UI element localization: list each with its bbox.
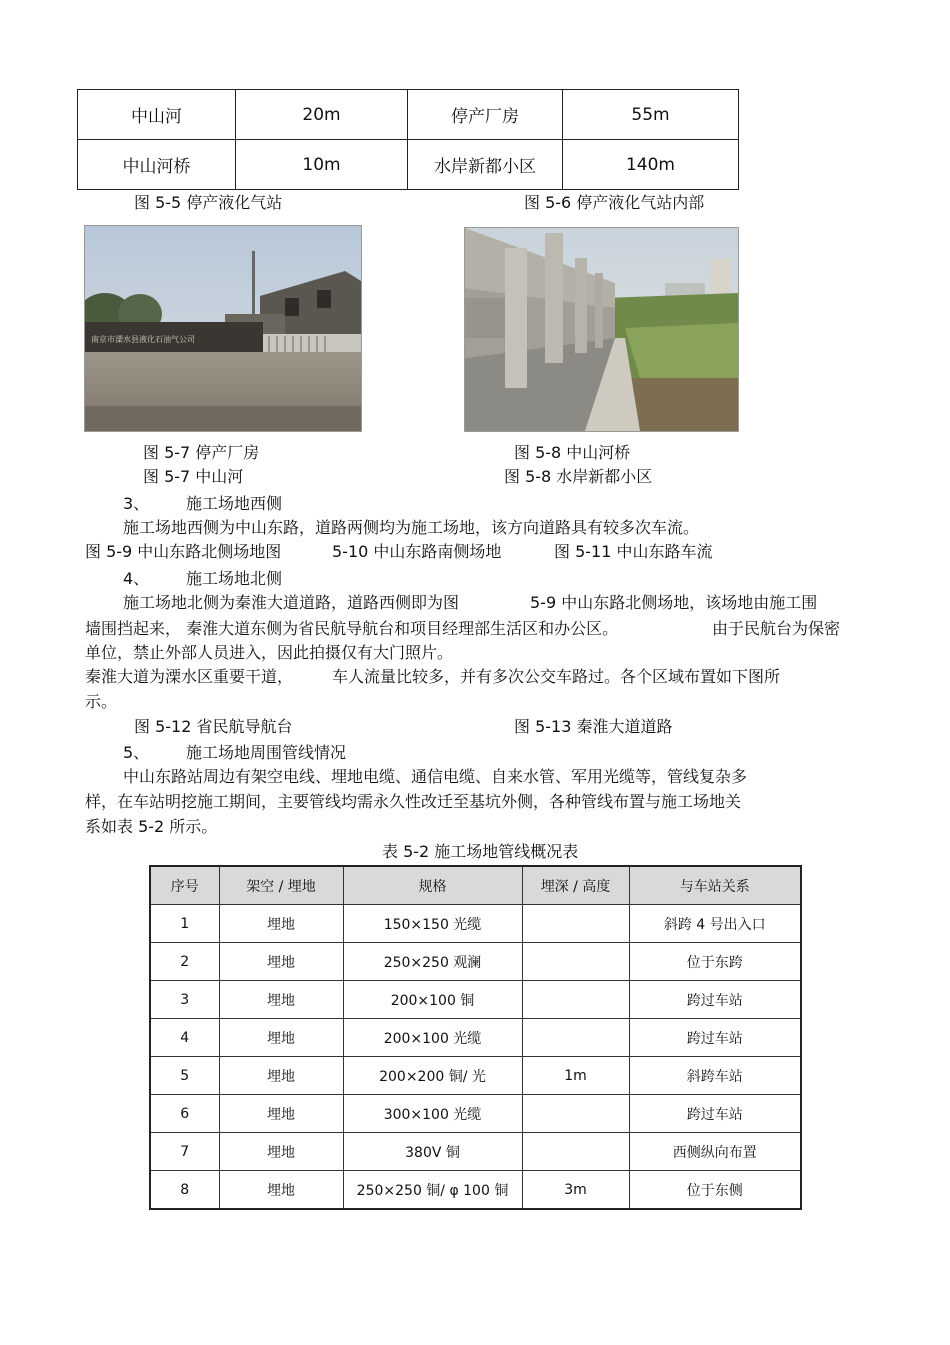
- table-cell: [522, 1133, 629, 1171]
- table-cell: 中山河: [78, 90, 236, 140]
- table-cell: 10m: [236, 140, 408, 190]
- paragraph-line: 车人流量比较多，并有多次公交车路过。各个区域布置如下图所: [332, 667, 781, 686]
- table-cell: 1: [150, 905, 219, 943]
- table-cell: 55m: [563, 90, 739, 140]
- column-header: 架空 / 埋地: [219, 866, 343, 905]
- table-cell: 4: [150, 1019, 219, 1057]
- table-cell: 跨过车站: [629, 1095, 801, 1133]
- table-cell: 西侧纵向布置: [629, 1133, 801, 1171]
- table-cell: 300×100 光缆: [343, 1095, 522, 1133]
- table-cell: 停产厂房: [408, 90, 563, 140]
- table-cell: 埋地: [219, 1133, 343, 1171]
- section-number: 3、: [123, 494, 150, 513]
- figure-caption: 图 5-9 中山东路北侧场地图: [85, 542, 282, 561]
- table-cell: 埋地: [219, 981, 343, 1019]
- figure-caption: 5-10 中山东路南侧场地: [332, 542, 502, 561]
- column-header: 埋深 / 高度: [522, 866, 629, 905]
- column-header: 规格: [343, 866, 522, 905]
- table-row: [150, 1057, 801, 1095]
- section-number: 4、: [123, 569, 150, 588]
- table-row: [150, 943, 801, 981]
- figure-caption: 图 5-5 停产液化气站: [134, 193, 283, 212]
- paragraph-line: 秦淮大道为溧水区重要干道，: [85, 667, 294, 686]
- table-row: [78, 140, 739, 190]
- table-cell: 埋地: [219, 1095, 343, 1133]
- table-cell: 200×200 铜/ 光: [343, 1057, 522, 1095]
- table-cell: 200×100 铜: [343, 981, 522, 1019]
- table-cell: 埋地: [219, 943, 343, 981]
- paragraph-line: 由于民航台为保密: [712, 619, 841, 638]
- table-cell: 3: [150, 981, 219, 1019]
- gas-station-photo: [84, 225, 362, 432]
- table-row: [150, 1095, 801, 1133]
- table-cell: 跨过车站: [629, 981, 801, 1019]
- table-cell: 斜跨 4 号出入口: [629, 905, 801, 943]
- table-cell: [522, 1095, 629, 1133]
- table-row: [150, 1019, 801, 1057]
- table-cell: 140m: [563, 140, 739, 190]
- figure-caption: 图 5-7 中山河: [143, 467, 244, 486]
- table-cell: 150×150 光缆: [343, 905, 522, 943]
- table-cell: 250×250 铜/ φ 100 铜: [343, 1171, 522, 1210]
- figure-caption: 图 5-11 中山东路车流: [554, 542, 713, 561]
- table-cell: 6: [150, 1095, 219, 1133]
- table-cell: 7: [150, 1133, 219, 1171]
- table-cell: 位于东侧: [629, 1171, 801, 1210]
- table-cell: 中山河桥: [78, 140, 236, 190]
- table-cell: 5: [150, 1057, 219, 1095]
- paragraph-line: 示。: [85, 692, 118, 711]
- paragraph-line: 系如表 5-2 所示。: [85, 817, 218, 836]
- table-row: [150, 1133, 801, 1171]
- table-row: [150, 1171, 801, 1210]
- table-cell: 跨过车站: [629, 1019, 801, 1057]
- table-cell: 埋地: [219, 1019, 343, 1057]
- table-header-row: [150, 866, 801, 905]
- paragraph-line: 中山东路站周边有架空电线、埋地电缆、通信电缆、自来水管、军用光缆等，管线复杂多: [123, 767, 748, 786]
- figure-caption: 图 5-7 停产厂房: [143, 443, 260, 462]
- table-cell: 20m: [236, 90, 408, 140]
- table-row: [78, 90, 739, 140]
- table-cell: 3m: [522, 1171, 629, 1210]
- table-cell: [522, 1019, 629, 1057]
- table-cell: 位于东跨: [629, 943, 801, 981]
- pipeline-table: [149, 865, 802, 1210]
- table-cell: 2: [150, 943, 219, 981]
- figure-caption: 图 5-8 水岸新都小区: [504, 467, 653, 486]
- gas-station-interior-photo: [464, 227, 739, 432]
- section-number: 5、: [123, 743, 150, 762]
- sign-text: 南京市溧水县液化石油气公司: [91, 335, 195, 344]
- figure-caption: 图 5-13 秦淮大道道路: [514, 717, 673, 736]
- table-cell: 斜跨车站: [629, 1057, 801, 1095]
- column-header: 与车站关系: [629, 866, 801, 905]
- paragraph-line: 样，在车站明挖施工期间，主要管线均需永久性改迁至基坑外侧，各种管线布置与施工场地关: [85, 792, 742, 811]
- table-row: [150, 981, 801, 1019]
- section-title: 施工场地北侧: [186, 569, 283, 588]
- table-cell: 埋地: [219, 905, 343, 943]
- table-cell: [522, 981, 629, 1019]
- table-caption: 表 5-2 施工场地管线概况表: [382, 842, 579, 861]
- paragraph-line: 单位，禁止外部人员进入，因此拍摄仅有大门照片。: [85, 643, 454, 662]
- figure-caption: 图 5-8 中山河桥: [514, 443, 631, 462]
- paragraph-line: 5-9 中山东路北侧场地，该场地由施工围: [530, 593, 818, 612]
- table-cell: 250×250 观澜: [343, 943, 522, 981]
- paragraph-line: 施工场地北侧为秦淮大道道路，道路西侧即为图: [123, 593, 460, 612]
- column-header: 序号: [150, 866, 219, 905]
- table-cell: 水岸新都小区: [408, 140, 563, 190]
- paragraph-line: 墙围挡起来， 秦淮大道东侧为省民航导航台和项目经理部生活区和办公区。: [85, 619, 619, 638]
- table-cell: [522, 943, 629, 981]
- figure-caption: 图 5-12 省民航导航台: [134, 717, 293, 736]
- figure-caption: 图 5-6 停产液化气站内部: [524, 193, 705, 212]
- table-cell: 8: [150, 1171, 219, 1210]
- paragraph: 施工场地西侧为中山东路，道路两侧均为施工场地，该方向道路具有较多次车流。: [123, 518, 700, 537]
- table-cell: 200×100 光缆: [343, 1019, 522, 1057]
- table-cell: 380V 铜: [343, 1133, 522, 1171]
- table-row: [150, 905, 801, 943]
- section-title: 施工场地周围管线情况: [186, 743, 347, 762]
- table-cell: 埋地: [219, 1057, 343, 1095]
- distance-table: [77, 89, 739, 190]
- table-cell: [522, 905, 629, 943]
- table-cell: 埋地: [219, 1171, 343, 1210]
- table-cell: 1m: [522, 1057, 629, 1095]
- section-title: 施工场地西侧: [186, 494, 283, 513]
